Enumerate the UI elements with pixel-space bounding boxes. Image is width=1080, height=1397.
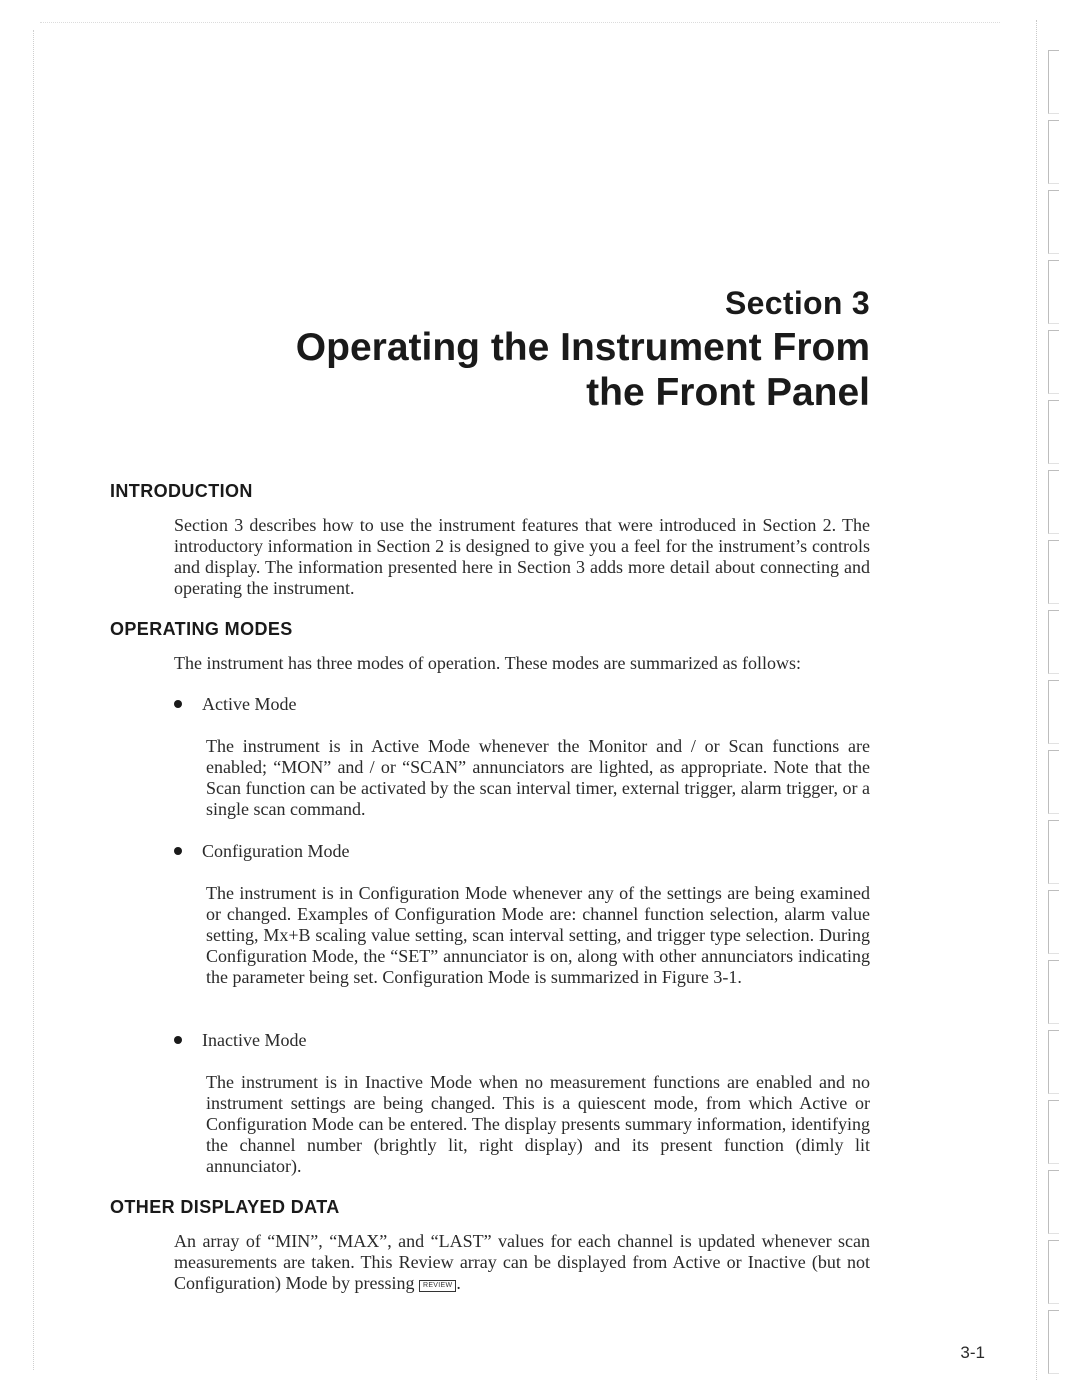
page-title bbox=[296, 325, 870, 415]
operating-modes-intro: The instrument has three modes of operation. These modes are summarized as follows: bbox=[174, 653, 801, 673]
binder-tab-strip bbox=[1030, 20, 1075, 1380]
mode-text-configuration: The instrument is in Configuration Mode whenever any of the settings are being examined or changed. Examples of Configuration Mode are: channel function selection, alarm value setting, Mx+B scaling value setting, scan interval setting, and trigger type selection. During Configuration Mode, the “SET” annunciator is on, along with other annunciators indicating the parameter being set. Configuration Mode is summarized in Figure 3-1. bbox=[206, 883, 870, 987]
mode-text-active: The instrument is in Active Mode whenever the Monitor and / or Scan functions are enabled; “MON” and / or “SCAN” annunciators are lighted, as appropriate. Note that the Scan function can be activated by the scan interval timer, external trigger, alarm trigger, or a single scan command. bbox=[206, 736, 870, 819]
section-label: Section 3 bbox=[725, 285, 870, 321]
scan-edge-top bbox=[40, 22, 1000, 24]
introduction-text: Section 3 describes how to use the instrument features that were introduced in Section 2. The introductory information in Section 2 is designed to give you a feel for the instrument’s controls and display. The information presented here in Section 3 adds more detail about connecting and operating the instrument. bbox=[174, 515, 870, 598]
mode-name-active: Active Mode bbox=[202, 694, 297, 714]
operating-modes-heading: OPERATING MODES bbox=[110, 619, 293, 639]
sentence-end: . bbox=[456, 1273, 461, 1293]
title-line-1: Operating the Instrument From bbox=[295, 326, 870, 369]
bullet-icon bbox=[174, 847, 182, 855]
introduction-heading: INTRODUCTION bbox=[110, 481, 253, 501]
mode-bullet-inactive bbox=[174, 1030, 306, 1051]
other-displayed-data-body: An array of “MIN”, “MAX”, and “LAST” values for each channel is updated whenever scan measurements are taken. This Review array can be displayed from Active or Inactive (but not Configuration) Mode by pressing bbox=[174, 1231, 870, 1293]
review-key-icon: REVIEW bbox=[419, 1280, 456, 1292]
mode-name-inactive: Inactive Mode bbox=[202, 1030, 307, 1050]
mode-bullet-active bbox=[174, 694, 296, 715]
bullet-icon bbox=[174, 1036, 182, 1044]
mode-text-inactive: The instrument is in Inactive Mode when no measurement functions are enabled and no instrument settings are being changed. This is a quiescent mode, from which Active or Configuration Mode can be entered. The display presents summary information, identifying the channel number (brightly lit, right display) and its present function (dimly lit annunciator). bbox=[206, 1072, 870, 1176]
other-displayed-data-text bbox=[174, 1231, 870, 1294]
mode-bullet-configuration bbox=[174, 841, 349, 862]
other-displayed-data-heading: OTHER DISPLAYED DATA bbox=[110, 1197, 340, 1217]
bullet-icon bbox=[174, 700, 182, 708]
scan-edge-left bbox=[33, 30, 35, 1370]
title-line-2: the Front Panel bbox=[586, 371, 870, 414]
page-number: 3-1 bbox=[960, 1343, 985, 1362]
mode-name-configuration: Configuration Mode bbox=[202, 841, 350, 861]
